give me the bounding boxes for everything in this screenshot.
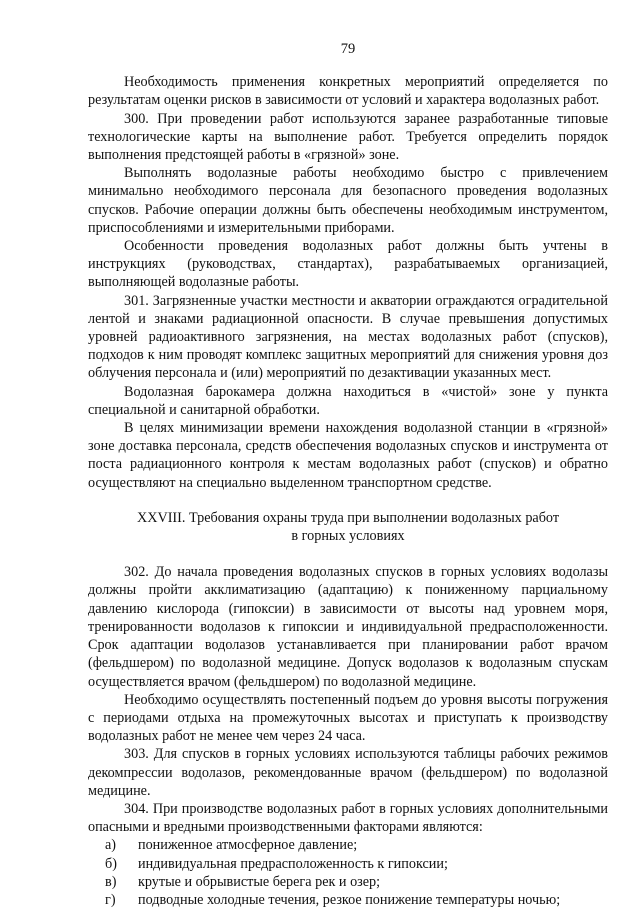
section-heading-line: в горных условиях [291,528,405,545]
paragraph: Особенности проведения водолазных работ должны быть учтены в инструкциях (руководствах, стандартах), разрабатываемых организацией, выполняющей водолазные работы. [88,238,608,291]
paragraph-303: 303. Для спусков в горных условиях используются таблицы рабочих режимов декомпрессии водолазов, рекомендованные врачом (фельдшером) по водолазной медицине. [88,746,608,799]
paragraph-302: 302. До начала проведения водолазных спусков в горных условиях водолазы должны пройти акклиматизацию (адаптацию) к пониженному парциальному давлению кислорода (гипоксии) в зависимости от высоты над уровнем моря, тренированности водолазов к гипоксии и индивидуальной предрасположенности. Срок адаптации водолазов устанавливается при планировании работ врачом (фельдшером) по водолазной медицине. Допуск водолазов к водолазным спускам осуществляется врачом (фельдшером) по водолазной медицине. [88,564,608,690]
paragraph: Выполнять водолазные работы необходимо быстро с привлечением минимально необходимого персонала для безопасного проведения водолазных спусков. Рабочие операции должны быть обеспечены необходимым инструментом, приспособлениями и измерительными приборами. [88,165,608,236]
list-item [88,836,608,854]
list-text: индивидуальная предрасположенность к гипоксии; [138,855,448,872]
list-text: пониженное атмосферное давление; [138,837,358,854]
paragraph: Необходимо осуществлять постепенный подъем до уровня высоты погружения с периодами отдыха на промежуточных высотах и приступать к производству водолазных работ не менее чем через 24 часа. [88,691,608,745]
list-marker: а) [105,837,117,854]
list-marker: в) [105,873,117,890]
paragraph-301: 301. Загрязненные участки местности и акватории ограждаются оградительной лентой и знаками радиационной опасности. В случае превышения допустимых уровней радиоактивного загрязнения, на местах водолазных работ (спусков), подходов к ним проводят комплекс защитных мероприятий для снижения уровня доз облучения персонала и (или) мероприятий по дезактивации указанных мест. [88,292,608,382]
section-heading [88,509,608,545]
section-heading-line: XXVIII. Требования охраны труда при выполнении водолазных работ [136,509,560,526]
paragraph: Водолазная барокамера должна находиться в «чистой» зоне у пункта специальной и санитарной обработки. [88,383,608,418]
list-marker: г) [105,891,116,908]
list-text: подводные холодные течения, резкое понижение температуры ночью; [138,891,561,908]
list-item [88,891,608,909]
paragraph: Необходимость применения конкретных мероприятий определяется по результатам оценки рисков в зависимости от условий и характера водолазных работ. [88,74,608,109]
paragraph: В целях минимизации времени нахождения водолазной станции в «грязной» зоне доставка персонала, средств обеспечения водолазных спусков и инструмента от поста радиационного контроля к местам водолазных работ (спусков) и обратно осуществляют на специально выделенном транспортном средстве. [88,420,608,491]
page-number: 79 [340,41,356,57]
list-item [88,873,608,891]
list-item [88,855,608,873]
paragraph-304: 304. При производстве водолазных работ в горных условиях дополнительными опасными и вредными производственными факторами являются: [88,800,608,836]
list-text: крутые и обрывистые берега рек и озер; [138,873,381,890]
paragraph-300: 300. При проведении работ используются заранее разработанные типовые технологические карты на выполнение работ. Требуется определить порядок выполнения предстоящей работы в «грязной» зоне. [88,110,608,164]
list-marker: б) [105,855,117,872]
